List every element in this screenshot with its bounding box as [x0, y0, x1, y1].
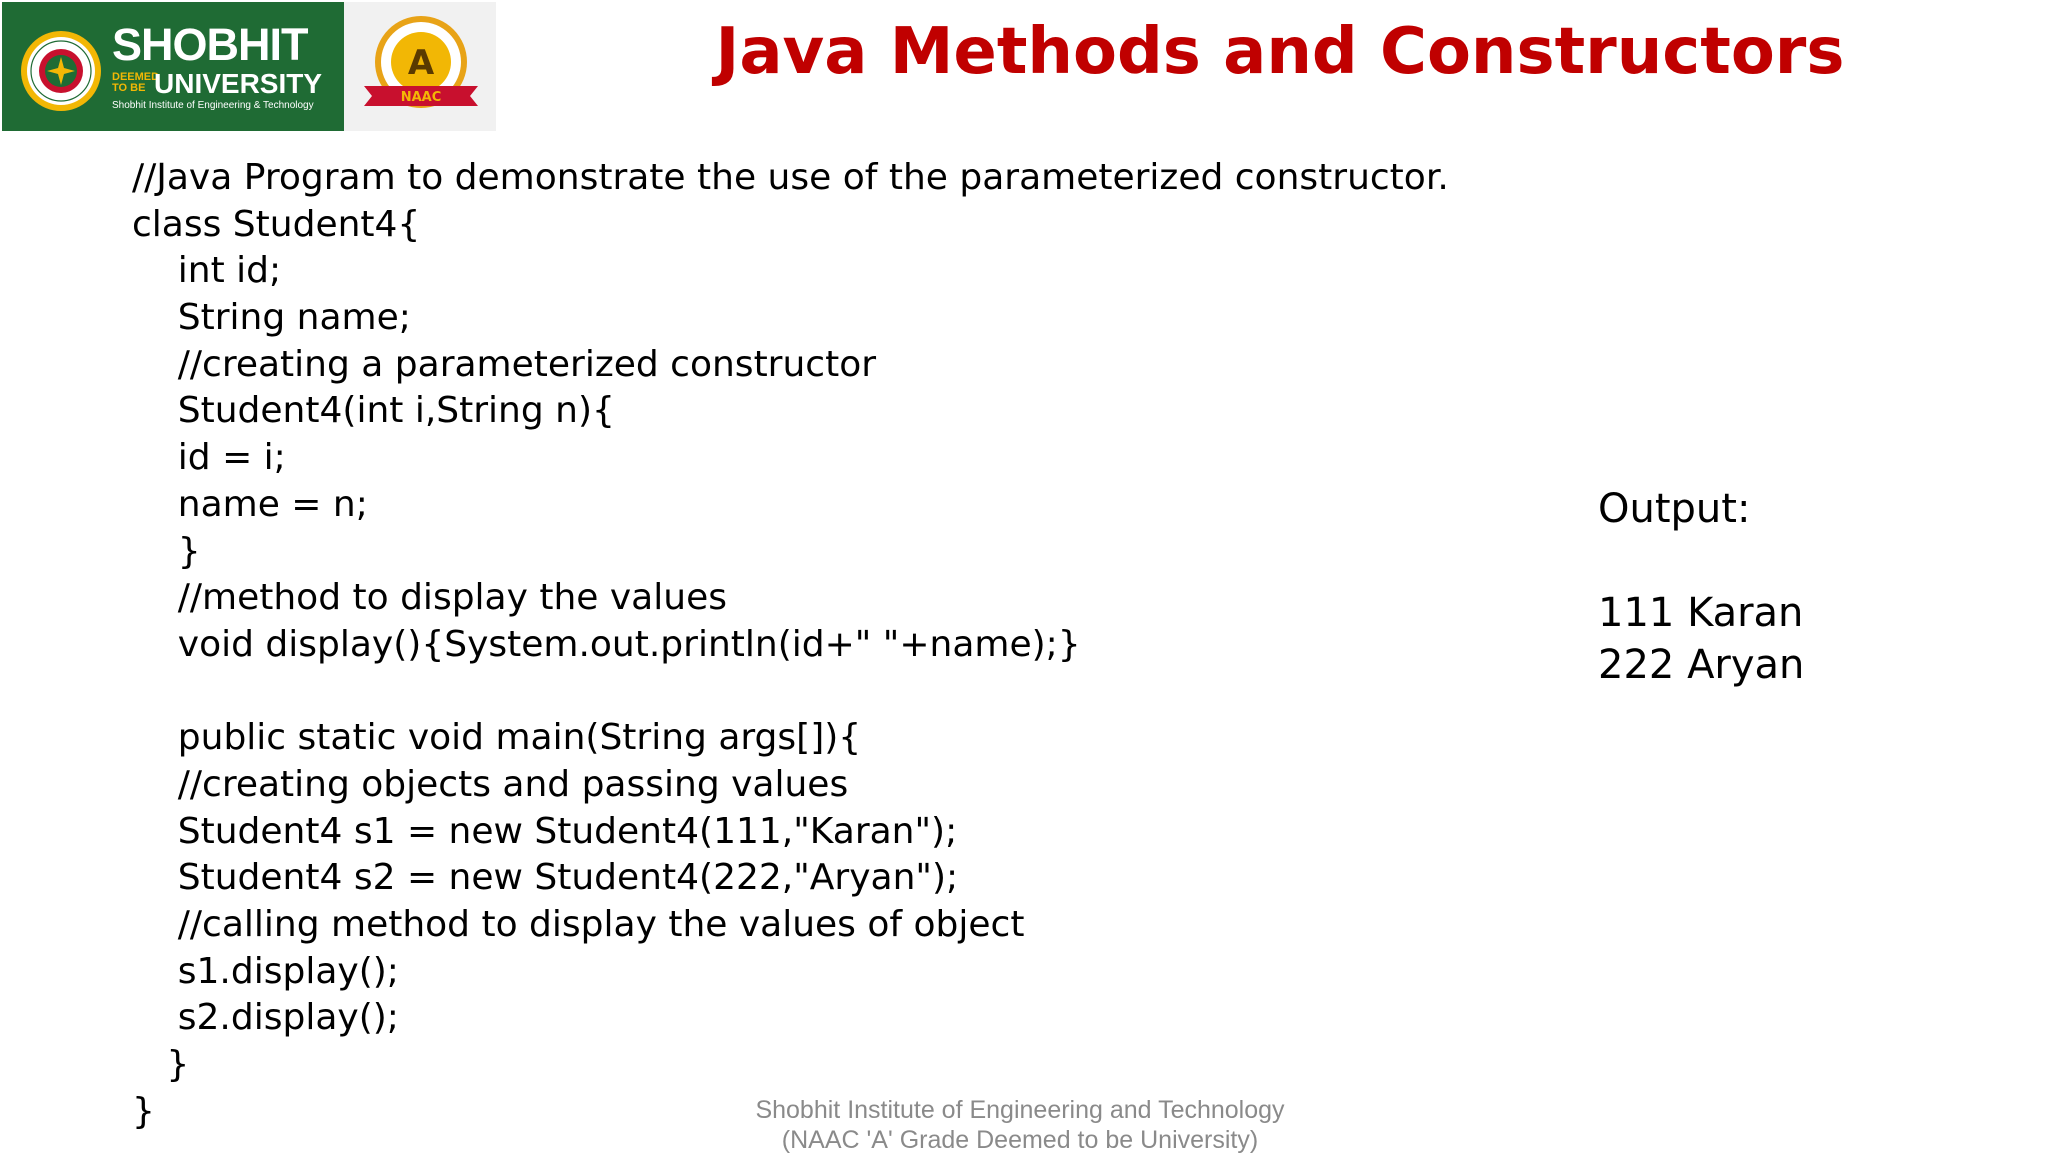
code-line: s1.display();	[132, 950, 399, 992]
slide-title: Java Methods and Constructors	[715, 15, 1845, 89]
logo-deemed-text: DEEMED	[112, 71, 160, 83]
code-line: name = n;	[132, 483, 368, 525]
code-line: Student4(int i,String n){	[132, 390, 615, 432]
code-listing	[132, 155, 1449, 1135]
code-line: //method to display the values	[132, 577, 727, 619]
output-spacer	[1598, 535, 1804, 587]
code-line: //creating objects and passing values	[132, 763, 849, 805]
code-line: }	[132, 530, 201, 572]
code-line: }	[132, 1090, 155, 1132]
output-label: Output:	[1598, 486, 1751, 532]
code-line: s2.display();	[132, 997, 399, 1039]
code-line: Student4 s1 = new Student4(111,"Karan");	[132, 810, 958, 852]
logo-to-be-text: TO BE	[112, 82, 146, 94]
slide-footer	[620, 1095, 1420, 1155]
code-line: class Student4{	[132, 203, 421, 245]
university-logo	[0, 0, 496, 133]
code-line: //creating a parameterized constructor	[132, 343, 877, 385]
footer-institute: Shobhit Institute of Engineering and Technology	[755, 1096, 1285, 1124]
university-emblem-icon	[20, 30, 102, 112]
code-line: int id;	[132, 250, 282, 292]
logo-name-text: SHOBHIT	[112, 19, 308, 70]
logo-green-panel	[2, 2, 344, 131]
code-line: Student4 s2 = new Student4(222,"Aryan");	[132, 857, 959, 899]
code-line: id = i;	[132, 437, 286, 479]
code-line: //Java Program to demonstrate the use of the parameterized constructor.	[132, 157, 1449, 198]
logo-university-text: UNIVERSITY	[154, 68, 323, 99]
output-line-2: 222 Aryan	[1598, 642, 1805, 688]
code-line: public static void main(String args[]){	[132, 717, 862, 759]
naac-grade-badge-icon	[354, 12, 488, 122]
footer-accreditation: (NAAC 'A' Grade Deemed to be University)	[781, 1126, 1259, 1154]
code-line: //calling method to display the values of object	[132, 904, 1025, 945]
naac-grade-letter: A	[407, 43, 435, 83]
naac-ribbon-text: NAAC	[400, 90, 442, 105]
logo-subtitle-text: Shobhit Institute of Engineering & Technology	[112, 100, 314, 111]
program-output	[1598, 483, 1804, 691]
code-line	[132, 669, 1449, 716]
code-line: void display(){System.out.println(id+" "+name);}	[132, 623, 1081, 665]
naac-badge	[344, 2, 496, 131]
code-line: String name;	[132, 297, 411, 339]
output-line-1: 111 Karan	[1598, 590, 1804, 636]
code-line: }	[132, 1044, 190, 1086]
